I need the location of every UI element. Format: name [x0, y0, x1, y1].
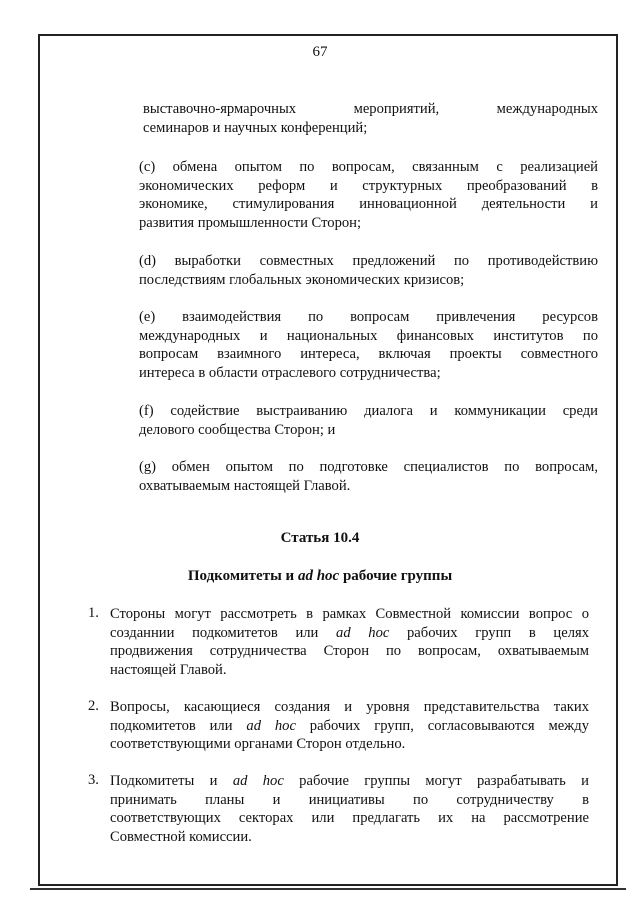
list-item-e	[139, 308, 598, 382]
article-heading-part: Подкомитеты и	[187, 568, 298, 584]
article-heading-italic: ad hoc	[297, 568, 340, 584]
item-line: (e) взаимодействия по вопросам привлечения ресурсов	[139, 309, 598, 325]
page-number: 67	[312, 44, 328, 60]
item-line: международных и национальных финансовых институтов по	[139, 327, 598, 344]
item-number: 2.	[88, 698, 99, 714]
item-line: вопросам взаимного интереса, включая проекты совместного	[139, 346, 598, 363]
item-line: (f) содействие выстраиванию диалога и коммуникации среди	[139, 403, 598, 419]
item-line: созданнии подкомитетов или ad hoc рабочих групп в целях	[110, 624, 589, 641]
item-line: экономике, стимулирования инновационной деятельности и	[139, 196, 598, 213]
item-line: принимать планы и инициативы по сотрудничеству в	[110, 791, 589, 808]
item-line: последствиям глобальных экономических кризисов;	[139, 271, 465, 288]
item-line: экономических реформ и структурных преобразований в	[139, 177, 598, 194]
intro-line: выставочно-ярмарочных мероприятий, международных	[143, 101, 598, 117]
numbered-item-3	[110, 772, 589, 846]
item-line: развития промышленности Сторон;	[139, 214, 362, 231]
item-line: интереса в области отраслевого сотрудничества;	[139, 364, 441, 381]
item-line: Стороны могут рассмотреть в рамках Совместной комиссии вопрос о	[110, 606, 589, 622]
numbered-item-1	[110, 605, 589, 679]
item-number: 1.	[88, 605, 99, 621]
item-line: продвижения сотрудничества Сторон по вопросам, охватываемым	[110, 643, 589, 660]
list-item-f	[139, 402, 598, 439]
page-bottom-rule	[30, 888, 626, 890]
numbered-item-2	[110, 698, 589, 754]
item-line: (d) выработки совместных предложений по противодействию	[139, 253, 598, 269]
list-item-c	[139, 158, 598, 232]
article-number-title: Статья 10.4	[280, 530, 360, 546]
item-line: соответствующих секторах или предлагать их на рассмотрение	[110, 810, 589, 827]
item-line: охватываемым настоящей Главой.	[139, 477, 351, 494]
intro-paragraph	[143, 100, 598, 137]
item-line: Вопросы, касающиеся создания и уровня представительства таких	[110, 699, 589, 715]
intro-line: семинаров и научных конференций;	[143, 119, 368, 136]
article-heading-part: рабочие группы	[339, 568, 453, 584]
item-line: (c) обмена опытом по вопросам, связанным с реализацией	[139, 159, 598, 175]
item-line: Совместной комиссии.	[110, 828, 252, 845]
list-item-g	[139, 458, 598, 495]
item-line: подкомитетов или ad hoc рабочих групп, согласовываются между	[110, 717, 589, 734]
item-line: Подкомитеты и ad hoc рабочие группы могут разрабатывать и	[110, 773, 589, 789]
item-line: соответствующими органами Сторон отдельно.	[110, 736, 406, 753]
item-line: делового сообщества Сторон; и	[139, 421, 336, 438]
item-number: 3.	[88, 772, 99, 788]
item-line: (g) обмен опытом по подготовке специалистов по вопросам,	[139, 459, 598, 475]
article-heading	[0, 568, 640, 585]
list-item-d	[139, 252, 598, 289]
item-line: настоящей Главой.	[110, 661, 227, 678]
